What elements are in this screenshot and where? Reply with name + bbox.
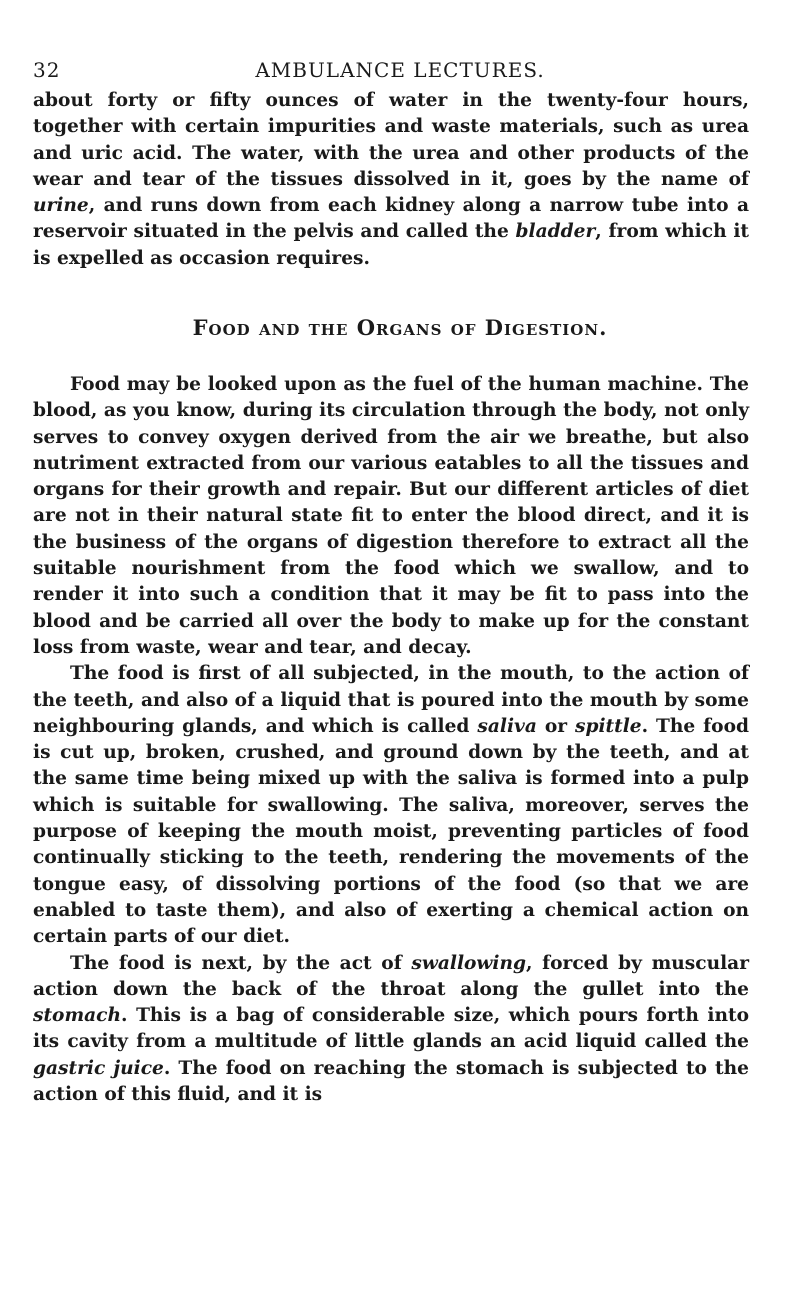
term-urine: urine — [33, 195, 89, 217]
paragraph-food: Food may be looked upon as the fuel of the human machine. The blood, as you know, during its circulation through the body, not only serves to convey oxygen derived from the air we breathe, but also nutriment extracted from our various eatables to all the tissues and organs for their growth and repair. But our different articles of diet are not in their natural state fit to enter the blood direct, and it is the business of the organs of digestion therefore to extract all the suitable nourishment from the food which we swallow, and to render it into such a condition that it may be fit to pass into the blood and be carried all over the body to make up for the constant loss from waste, wear and tear, and decay. — [33, 374, 749, 658]
section-heading: Food and the Organs of Digestion. — [192, 315, 608, 340]
paragraph-stomach — [33, 951, 749, 1109]
continuation-text-2: , and runs down from each kidney along a narrow tube into a reservoir situated in the pelvis and called the — [33, 195, 749, 243]
continuation-text-3: , from which it is expelled as occasion requires. — [33, 221, 749, 269]
mouth-text-3: . The food is cut up, broken, crushed, and ground down by the teeth, and at the same time being mixed up with the saliva is formed into a pulp which is suitable for swallowing. The saliva, moreover, serves the purpose of keeping the mouth moist, preventing particles of food continually sticking to the teeth, rendering the movements of the tongue easy, of dissolving portions of the food (so that we are enabled to taste them), and also of exerting a chemical action on certain parts of our diet. — [33, 715, 749, 948]
running-head — [0, 58, 800, 92]
stomach-text-4: . The food on reaching the stomach is subjected to the action of this fluid, and it is — [33, 1057, 749, 1106]
term-bladder: bladder — [515, 221, 596, 243]
stomach-text-2: , forced by muscular action down the back of the throat along the gullet into the — [33, 952, 749, 1000]
term-gastric-juice: gastric juice — [33, 1057, 164, 1079]
continuation-paragraph — [33, 88, 749, 272]
continuation-text-1: about forty or fifty ounces of water in the twenty-four hours, together with certain impurities and waste materials, such as urea and uric acid. The water, with the urea and other products of the wear and tear of the tissues dissolved in it, goes by the name of — [33, 90, 749, 190]
mouth-text-1: The food is first of all subjected, in the mouth, to the action of the teeth, and also of a liquid that is poured into the mouth by some neighbouring glands, and which is called — [33, 663, 749, 737]
section-body — [33, 372, 749, 1108]
term-stomach: stomach — [33, 1005, 122, 1027]
running-title: AMBULANCE LECTURES. — [255, 58, 545, 82]
term-spittle: spittle — [575, 715, 642, 737]
page-number: 32 — [33, 58, 61, 82]
stomach-text-1: The food is next, by the act of — [70, 952, 412, 974]
stomach-text-3: . This is a bag of considerable size, which pours forth into its cavity from a multitude of little glands an acid liquid called the — [33, 1005, 749, 1053]
term-swallowing: swallowing — [411, 952, 526, 974]
paragraph-mouth — [33, 661, 749, 950]
term-saliva: saliva — [477, 715, 537, 737]
continuation-block — [33, 88, 749, 272]
mouth-text-2: or — [536, 715, 575, 737]
